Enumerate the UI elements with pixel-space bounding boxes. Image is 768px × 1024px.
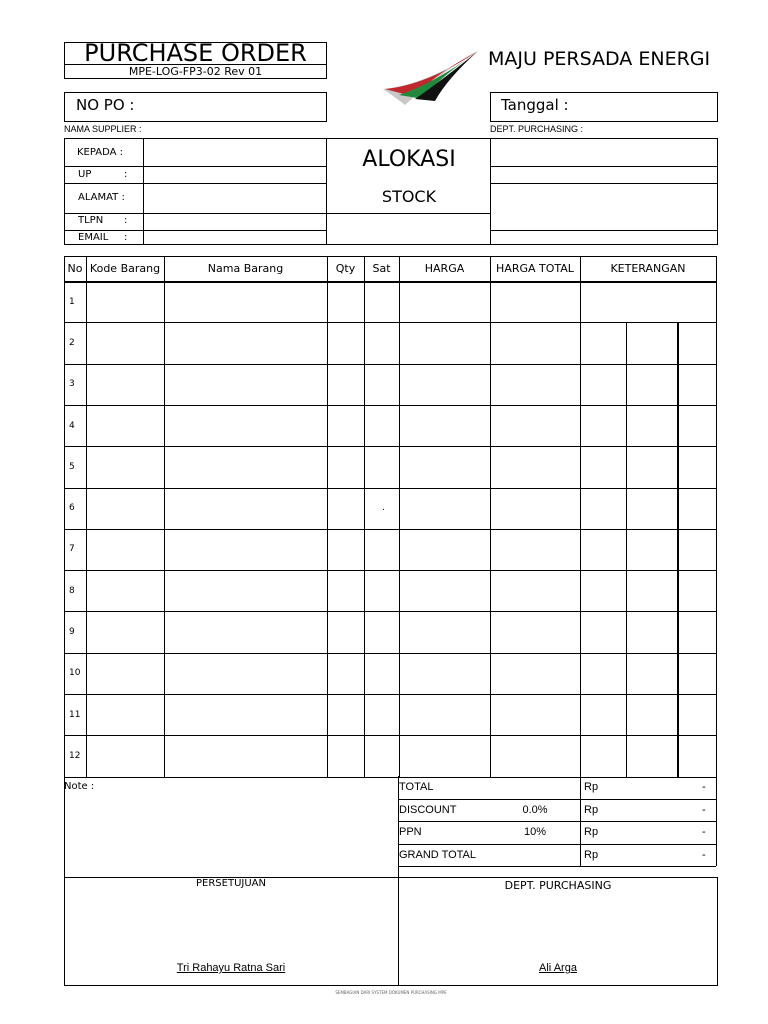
cell-no: 1 <box>69 296 75 307</box>
cell-kode-barang[interactable] <box>86 570 164 611</box>
kepada-label: KEPADA : <box>77 147 124 158</box>
persetujuan-signatory: Tri Rahayu Ratna Sari <box>176 962 286 974</box>
cell-harga[interactable] <box>399 735 490 776</box>
cell-keterangan[interactable] <box>580 281 716 322</box>
note-area[interactable] <box>64 778 398 876</box>
grand-total-currency: Rp <box>584 848 599 861</box>
up-field[interactable] <box>144 167 326 183</box>
cell-sat[interactable] <box>364 570 399 611</box>
cell-sat[interactable] <box>364 611 399 652</box>
cell-qty[interactable] <box>327 570 364 611</box>
cell-no: 8 <box>69 585 75 596</box>
cell-harga-total[interactable] <box>490 611 580 652</box>
note-label: Note : <box>64 781 95 792</box>
cell-sat[interactable] <box>364 364 399 405</box>
dept-purchasing-label: DEPT. PURCHASING : <box>490 124 584 134</box>
table-column-line <box>716 256 717 777</box>
email-label: EMAIL <box>78 232 109 243</box>
cell-no: 3 <box>69 379 75 390</box>
cell-keterangan[interactable] <box>580 694 716 735</box>
header-no: No <box>67 262 83 275</box>
header-harga-total: HARGA TOTAL <box>496 262 574 275</box>
cell-keterangan[interactable] <box>580 322 716 363</box>
cell-harga[interactable] <box>399 405 490 446</box>
cell-no: 12 <box>69 750 81 761</box>
header-harga: HARGA <box>424 262 465 275</box>
cell-keterangan[interactable] <box>580 488 716 529</box>
cell-harga-total[interactable] <box>490 281 580 322</box>
cell-qty[interactable] <box>327 653 364 694</box>
cell-keterangan[interactable] <box>580 405 716 446</box>
tlpn-field[interactable] <box>144 214 326 230</box>
cell-harga-total[interactable] <box>490 570 580 611</box>
cell-harga-total[interactable] <box>490 446 580 487</box>
cell-harga-total[interactable] <box>490 405 580 446</box>
tlpn-colon: : <box>124 215 128 226</box>
cell-keterangan[interactable] <box>580 611 716 652</box>
discount-value[interactable]: - <box>702 803 706 816</box>
total-currency: Rp <box>584 781 599 794</box>
cell-qty[interactable] <box>327 405 364 446</box>
tanggal-label: Tanggal : <box>501 96 569 114</box>
cell-qty[interactable] <box>327 281 364 322</box>
cell-qty[interactable] <box>327 735 364 776</box>
dept-row-line <box>490 230 718 231</box>
cell-harga[interactable] <box>399 653 490 694</box>
cell-nama-barang[interactable] <box>164 735 327 776</box>
cell-qty[interactable] <box>327 364 364 405</box>
nama-supplier-label: NAMA SUPPLIER : <box>64 124 142 134</box>
cell-harga-total[interactable] <box>490 735 580 776</box>
header-keterangan: KETERANGAN <box>610 262 686 275</box>
cell-sat[interactable] <box>364 653 399 694</box>
note-left-border <box>64 776 65 878</box>
discount-currency: Rp <box>584 803 599 816</box>
cell-nama-barang[interactable] <box>164 653 327 694</box>
cell-harga[interactable] <box>399 529 490 570</box>
up-label: UP <box>78 169 92 180</box>
cell-no: 9 <box>69 627 75 638</box>
ppn-value[interactable]: - <box>702 826 706 839</box>
cell-qty[interactable] <box>327 446 364 487</box>
cell-harga[interactable] <box>399 446 490 487</box>
alokasi-value: STOCK <box>381 187 437 206</box>
no-po-label: NO PO : <box>76 96 135 114</box>
alokasi-bottom-line <box>327 213 491 214</box>
cell-nama-barang[interactable] <box>164 322 327 363</box>
alamat-field[interactable] <box>144 184 326 213</box>
cell-qty[interactable] <box>327 529 364 570</box>
cell-sat[interactable] <box>364 529 399 570</box>
cell-harga-total[interactable] <box>490 529 580 570</box>
kepada-field[interactable] <box>144 139 326 166</box>
dept-row-line <box>490 183 718 184</box>
cell-no: 7 <box>69 544 75 555</box>
cell-kode-barang[interactable] <box>86 281 164 322</box>
totals-row-line <box>398 866 716 867</box>
cell-nama-barang[interactable] <box>164 281 327 322</box>
cell-sat[interactable] <box>364 405 399 446</box>
doc-code: MPE-LOG-FP3-02 Rev 01 <box>128 65 263 78</box>
cell-harga[interactable] <box>399 322 490 363</box>
total-label: TOTAL <box>399 781 434 794</box>
company-name: MAJU PERSADA ENERGI <box>488 48 711 70</box>
grand-total-label: GRAND TOTAL <box>399 848 477 861</box>
cell-sat[interactable] <box>364 446 399 487</box>
cell-harga-total[interactable] <box>490 364 580 405</box>
cell-harga[interactable] <box>399 570 490 611</box>
cell-nama-barang[interactable] <box>164 405 327 446</box>
ppn-currency: Rp <box>584 826 599 839</box>
cell-kode-barang[interactable] <box>86 735 164 776</box>
cell-kode-barang[interactable] <box>86 446 164 487</box>
ppn-label: PPN <box>399 826 422 839</box>
cell-harga-total[interactable] <box>490 653 580 694</box>
alamat-label: ALAMAT : <box>78 192 125 203</box>
cell-qty[interactable] <box>327 611 364 652</box>
cell-keterangan[interactable] <box>580 735 716 776</box>
cell-no: 11 <box>69 709 81 720</box>
up-colon: : <box>124 169 128 180</box>
cell-kode-barang[interactable] <box>86 694 164 735</box>
cell-sat[interactable] <box>364 694 399 735</box>
cell-no: 6 <box>69 503 75 514</box>
cell-qty[interactable] <box>327 322 364 363</box>
ppn-rate[interactable]: 10% <box>523 826 547 839</box>
discount-label: DISCOUNT <box>399 803 457 816</box>
cell-harga[interactable] <box>399 694 490 735</box>
persetujuan-title: PERSETUJUAN <box>196 878 266 889</box>
cell-kode-barang[interactable] <box>86 529 164 570</box>
total-value[interactable]: - <box>702 781 706 794</box>
cell-harga[interactable] <box>399 281 490 322</box>
cell-keterangan[interactable] <box>580 653 716 694</box>
cell-nama-barang[interactable] <box>164 529 327 570</box>
cell-kode-barang[interactable] <box>86 322 164 363</box>
cell-no: 2 <box>69 337 75 348</box>
cell-sat[interactable] <box>364 281 399 322</box>
email-colon: : <box>124 232 128 243</box>
cell-no: 4 <box>69 420 75 431</box>
dept-purchasing-box[interactable] <box>490 138 718 245</box>
cell-keterangan[interactable] <box>580 570 716 611</box>
cell-harga[interactable] <box>399 364 490 405</box>
cell-keterangan[interactable] <box>580 529 716 570</box>
cell-kode-barang[interactable] <box>86 364 164 405</box>
cell-nama-barang[interactable] <box>164 694 327 735</box>
discount-rate[interactable]: 0.0% <box>522 803 548 816</box>
cell-harga-total[interactable] <box>490 488 580 529</box>
alokasi-title: ALOKASI <box>362 147 456 172</box>
cell-nama-barang[interactable] <box>164 488 327 529</box>
cell-no: 5 <box>69 461 75 472</box>
cell-nama-barang[interactable] <box>164 446 327 487</box>
company-logo <box>375 45 485 105</box>
cell-kode-barang[interactable] <box>86 405 164 446</box>
cell-no: 10 <box>69 668 81 679</box>
cell-harga-total[interactable] <box>490 322 580 363</box>
footer-text: SEMBAGIAN DARI SYSTEM DOKUMEN PURCHASING MPE <box>335 990 447 995</box>
cell-qty[interactable] <box>327 694 364 735</box>
totals-line <box>716 776 717 866</box>
cell-sat[interactable]: . <box>382 503 385 514</box>
dept-row-line <box>490 166 718 167</box>
cell-keterangan[interactable] <box>580 364 716 405</box>
page-title: PURCHASE ORDER <box>84 39 307 67</box>
cell-sat[interactable] <box>364 322 399 363</box>
cell-kode-barang[interactable] <box>86 611 164 652</box>
grand-total-value[interactable]: - <box>702 848 706 861</box>
cell-nama-barang[interactable] <box>164 364 327 405</box>
cell-nama-barang[interactable] <box>164 611 327 652</box>
email-field[interactable] <box>144 231 326 244</box>
tlpn-label: TLPN <box>78 215 104 226</box>
cell-qty[interactable] <box>327 488 364 529</box>
header-sat: Sat <box>372 262 391 275</box>
cell-harga[interactable] <box>399 488 490 529</box>
header-qty: Qty <box>335 262 356 275</box>
dept-purchasing-title: DEPT. PURCHASING <box>504 879 612 892</box>
dept-purchasing-signatory: Ali Arga <box>539 962 577 974</box>
cell-kode-barang[interactable] <box>86 488 164 529</box>
cell-nama-barang[interactable] <box>164 570 327 611</box>
cell-harga[interactable] <box>399 611 490 652</box>
cell-kode-barang[interactable] <box>86 653 164 694</box>
cell-keterangan[interactable] <box>580 446 716 487</box>
header-nama-barang: Nama Barang <box>207 262 284 275</box>
header-kode-barang: Kode Barang <box>89 262 161 275</box>
cell-sat[interactable] <box>364 735 399 776</box>
cell-harga-total[interactable] <box>490 694 580 735</box>
